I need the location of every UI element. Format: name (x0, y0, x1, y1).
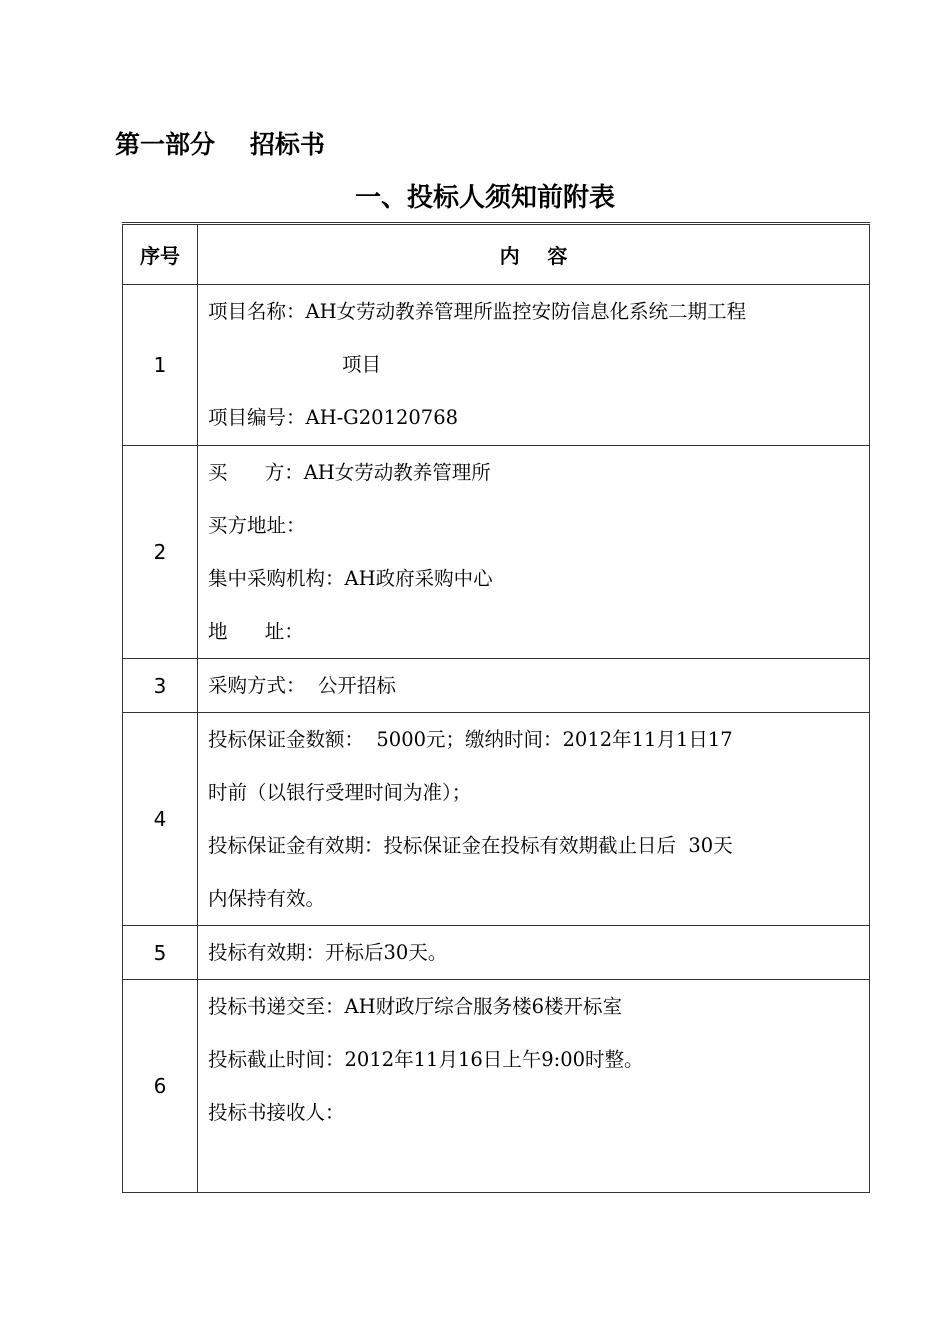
row-number: 2 (123, 446, 198, 659)
row-number: 3 (123, 659, 198, 713)
table-row (123, 926, 870, 980)
row-content (198, 285, 870, 446)
row-number: 4 (123, 713, 198, 926)
row-content (198, 446, 870, 659)
content-line-empty (208, 1139, 861, 1192)
content-line: 投标有效期：开标后30天。 (208, 941, 448, 964)
content-line: 采购方式： 公开招标 (208, 674, 396, 697)
row-content (198, 659, 870, 713)
row-content (198, 980, 870, 1193)
row-number: 6 (123, 980, 198, 1193)
row-number: 1 (123, 285, 198, 446)
table-header-row (123, 224, 870, 285)
content-line: 时前（以银行受理时间为准）； (208, 781, 472, 804)
content-line: 投标保证金数额： 5000元；缴纳时间：2012年11月1日17 (208, 728, 733, 751)
table-row (123, 446, 870, 659)
content-line: 投标截止时间：2012年11月16日上午9:00时整。 (208, 1048, 644, 1071)
table-row (123, 285, 870, 446)
content-line: 买 方：AH女劳动教养管理所 (208, 461, 491, 484)
row-content (198, 926, 870, 980)
table-row (123, 659, 870, 713)
content-line: 投标书递交至：AH财政厅综合服务楼6楼开标室 (208, 995, 622, 1018)
content-line: 内保持有效。 (208, 887, 326, 910)
table-row (123, 980, 870, 1193)
content-line: 项目名称：AH女劳动教养管理所监控安防信息化系统二期工程 (208, 300, 747, 323)
bidder-instructions-table (122, 222, 870, 1193)
content-line: 买方地址： (208, 514, 306, 537)
header-number: 序号 (123, 224, 198, 285)
section-title: 一、投标人须知前附表 (354, 183, 615, 213)
row-number: 5 (123, 926, 198, 980)
table-row (123, 713, 870, 926)
row-content (198, 713, 870, 926)
content-line: 项目编号：AH-G20120768 (208, 406, 459, 429)
content-line: 投标保证金有效期：投标保证金在投标有效期截止日后 30天 (208, 834, 733, 857)
part-title: 第一部分 招标书 (115, 130, 325, 159)
header-content: 内 容 (198, 224, 870, 285)
content-line: 投标书接收人： (208, 1101, 345, 1124)
content-line: 集中采购机构：AH政府采购中心 (208, 567, 493, 590)
content-line: 项目 (342, 353, 382, 376)
content-line: 地 址： (208, 620, 304, 643)
